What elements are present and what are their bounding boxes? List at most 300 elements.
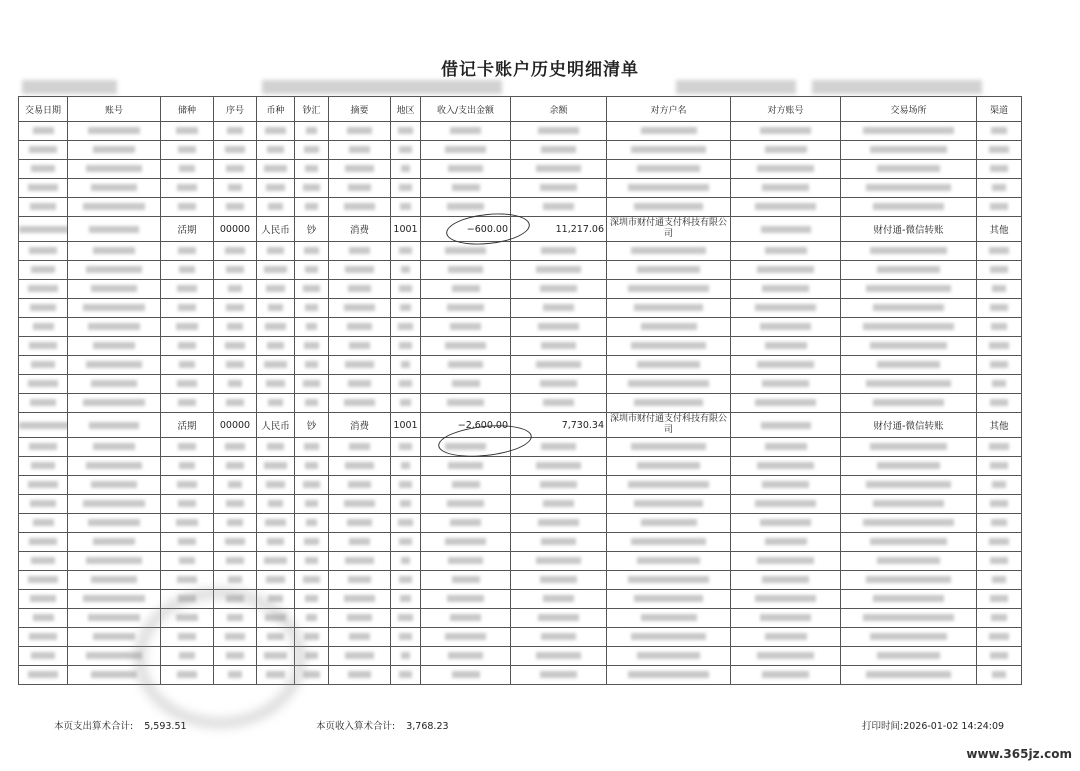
redacted-cell [257, 476, 295, 495]
redacted-cell [977, 571, 1022, 590]
redacted-cell [977, 299, 1022, 318]
redaction-bar [989, 146, 1009, 153]
redaction-bar [91, 380, 138, 387]
redaction-bar [873, 595, 943, 602]
redacted-cell [329, 533, 391, 552]
redaction-bar [400, 203, 411, 210]
redacted-cell [977, 356, 1022, 375]
redacted-cell [511, 628, 607, 647]
redacted-cell [295, 375, 329, 394]
redacted-cell [68, 337, 161, 356]
redacted-cell [391, 394, 421, 413]
redaction-bar [637, 361, 699, 368]
footer-expense-total [54, 718, 187, 732]
redaction-bar [634, 304, 703, 311]
redacted-cell [607, 666, 731, 685]
redacted-cell [421, 457, 511, 476]
redacted-cell [19, 198, 68, 217]
redacted-cell [329, 198, 391, 217]
redacted-cell [329, 571, 391, 590]
redaction-bar [28, 380, 59, 387]
redaction-bar [990, 500, 1009, 507]
redaction-bar [637, 557, 699, 564]
redaction-bar [452, 576, 480, 583]
redaction-bar [757, 557, 813, 564]
redaction-bar [349, 146, 370, 153]
redacted-cell [161, 514, 214, 533]
redacted-cell [161, 141, 214, 160]
redaction-bar [536, 266, 581, 273]
redacted-cell [257, 160, 295, 179]
redaction-bar [866, 184, 951, 191]
redacted-cell [511, 337, 607, 356]
redacted-cell [731, 337, 841, 356]
redacted-cell [257, 457, 295, 476]
redacted-table-row [19, 571, 1022, 590]
redacted-cell [841, 375, 977, 394]
redaction-bar [399, 443, 411, 450]
redacted-header-info [22, 80, 117, 94]
redacted-cell [841, 394, 977, 413]
redacted-cell [731, 242, 841, 261]
redacted-cell [841, 495, 977, 514]
redacted-cell [329, 590, 391, 609]
footer-print-time [862, 718, 1004, 732]
redacted-cell [421, 590, 511, 609]
redaction-bar [345, 165, 373, 172]
redaction-bar [29, 342, 57, 349]
redaction-bar [760, 127, 812, 134]
redaction-bar [225, 342, 245, 349]
redaction-bar [765, 146, 807, 153]
redacted-cell [295, 590, 329, 609]
redaction-bar [305, 266, 317, 273]
redacted-cell [214, 242, 257, 261]
redaction-bar [228, 184, 242, 191]
redacted-cell [607, 647, 731, 666]
redacted-cell [841, 628, 977, 647]
redacted-cell [68, 413, 161, 438]
redacted-cell [214, 533, 257, 552]
redacted-cell [214, 438, 257, 457]
redacted-cell [607, 552, 731, 571]
redaction-bar [226, 462, 243, 469]
redaction-bar [178, 247, 197, 254]
redacted-cell [421, 533, 511, 552]
redacted-cell [391, 141, 421, 160]
redacted-cell [607, 299, 731, 318]
redaction-bar [543, 203, 574, 210]
redaction-bar [399, 576, 412, 583]
redaction-bar [445, 247, 486, 254]
redaction-bar [264, 165, 286, 172]
redaction-bar [448, 462, 482, 469]
redacted-cell [841, 457, 977, 476]
redacted-cell [421, 337, 511, 356]
redacted-cell [977, 609, 1022, 628]
redaction-bar [349, 633, 370, 640]
redacted-cell [68, 571, 161, 590]
redacted-cell [841, 318, 977, 337]
redaction-bar [447, 595, 485, 602]
redaction-bar [89, 226, 139, 233]
redaction-bar [399, 481, 412, 488]
header-cell: 交易场所 [841, 97, 977, 122]
cell-钞汇: 钞 [295, 413, 329, 438]
redaction-bar [304, 443, 319, 450]
page-title: 借记卡账户历史明细清单 [441, 60, 639, 80]
table-header-row [19, 97, 1022, 122]
redaction-bar [538, 323, 579, 330]
redaction-bar [344, 399, 375, 406]
redaction-bar [265, 323, 286, 330]
redacted-cell [214, 375, 257, 394]
redacted-cell [731, 261, 841, 280]
redacted-cell [841, 242, 977, 261]
redaction-bar [225, 443, 245, 450]
redacted-cell [257, 280, 295, 299]
redaction-bar [990, 652, 1007, 659]
cell-储种: 活期 [161, 217, 214, 242]
redacted-cell [19, 141, 68, 160]
redacted-cell [19, 122, 68, 141]
redacted-cell [329, 438, 391, 457]
redaction-bar [990, 165, 1007, 172]
redacted-table-row [19, 394, 1022, 413]
redaction-bar [304, 146, 319, 153]
redacted-cell [511, 242, 607, 261]
redaction-bar [401, 165, 411, 172]
cell-venue: 财付通-微信转账 [841, 217, 977, 242]
redacted-cell [391, 356, 421, 375]
redaction-bar [83, 399, 144, 406]
redaction-bar [401, 462, 411, 469]
redaction-bar [755, 399, 816, 406]
redaction-bar [267, 443, 284, 450]
redacted-cell [977, 438, 1022, 457]
redacted-cell [68, 198, 161, 217]
redacted-cell [391, 438, 421, 457]
redacted-cell [68, 533, 161, 552]
redacted-cell [257, 337, 295, 356]
header-cell: 储种 [161, 97, 214, 122]
redaction-bar [177, 380, 198, 387]
redacted-cell [257, 242, 295, 261]
header-cell: 余额 [511, 97, 607, 122]
footer-income-value: 3,768.23 [406, 721, 449, 732]
redaction-bar [227, 323, 243, 330]
redaction-bar [306, 614, 317, 621]
cell-counterparty: 深圳市财付通支付科技有限公司 [607, 217, 731, 242]
redaction-bar [177, 481, 198, 488]
redacted-table-row [19, 261, 1022, 280]
redaction-bar [177, 184, 198, 191]
redaction-bar [266, 576, 285, 583]
redacted-cell [841, 590, 977, 609]
redaction-bar [762, 184, 809, 191]
redacted-cell [329, 141, 391, 160]
redacted-cell [19, 495, 68, 514]
redacted-cell [731, 457, 841, 476]
redacted-cell [257, 318, 295, 337]
redaction-bar [178, 146, 197, 153]
redaction-bar [28, 285, 59, 292]
cell-balance: 7,730.34 [511, 413, 607, 438]
redaction-bar [990, 399, 1009, 406]
redacted-cell [607, 375, 731, 394]
redacted-cell [391, 198, 421, 217]
redaction-bar [348, 380, 371, 387]
redaction-bar [989, 247, 1009, 254]
redaction-bar [31, 266, 54, 273]
redaction-bar [303, 380, 319, 387]
redacted-cell [295, 457, 329, 476]
redacted-cell [511, 280, 607, 299]
redaction-bar [447, 304, 485, 311]
redaction-bar [448, 361, 482, 368]
redacted-cell [257, 375, 295, 394]
redacted-cell [214, 476, 257, 495]
redacted-cell [841, 337, 977, 356]
redacted-cell [421, 356, 511, 375]
redacted-cell [841, 299, 977, 318]
redacted-cell [391, 647, 421, 666]
redaction-bar [344, 595, 375, 602]
redacted-cell [731, 571, 841, 590]
redacted-cell [607, 457, 731, 476]
redaction-bar [543, 595, 574, 602]
redaction-bar [29, 633, 57, 640]
redacted-cell [841, 533, 977, 552]
cell-序号: 00000 [214, 413, 257, 438]
redacted-cell [68, 122, 161, 141]
redacted-cell [257, 438, 295, 457]
redacted-cell [295, 552, 329, 571]
redaction-bar [306, 127, 317, 134]
redaction-bar [989, 342, 1009, 349]
redacted-cell [607, 122, 731, 141]
redaction-bar [178, 342, 197, 349]
redacted-cell [161, 571, 214, 590]
redaction-bar [86, 557, 142, 564]
redaction-bar [266, 481, 285, 488]
redacted-cell [977, 122, 1022, 141]
redacted-cell [977, 318, 1022, 337]
redaction-bar [992, 576, 1006, 583]
redaction-bar [306, 519, 317, 526]
redacted-cell [841, 514, 977, 533]
header-cell: 钞汇 [295, 97, 329, 122]
redaction-bar [992, 285, 1006, 292]
redaction-bar [452, 671, 480, 678]
redacted-cell [295, 141, 329, 160]
redacted-cell [421, 141, 511, 160]
redacted-table-row [19, 356, 1022, 375]
redacted-cell [607, 590, 731, 609]
redaction-bar [866, 671, 951, 678]
redaction-bar [91, 285, 138, 292]
redaction-bar [306, 323, 317, 330]
redaction-bar [757, 361, 813, 368]
redacted-cell [391, 318, 421, 337]
footer-expense-value: 5,593.51 [144, 721, 187, 732]
redacted-cell [257, 198, 295, 217]
redaction-bar [401, 557, 411, 564]
redacted-cell [214, 198, 257, 217]
redaction-bar [304, 538, 319, 545]
redaction-bar [634, 399, 703, 406]
redaction-bar [536, 165, 581, 172]
redaction-bar [91, 576, 138, 583]
redacted-cell [421, 280, 511, 299]
redaction-bar [399, 247, 411, 254]
redacted-cell [421, 647, 511, 666]
redaction-bar [266, 184, 285, 191]
redacted-cell [511, 647, 607, 666]
redaction-bar [305, 462, 317, 469]
redacted-cell [295, 261, 329, 280]
redaction-bar [631, 247, 706, 254]
redaction-bar [992, 671, 1006, 678]
redacted-cell [295, 394, 329, 413]
redaction-bar [305, 557, 317, 564]
redacted-cell [161, 552, 214, 571]
redaction-bar [305, 652, 317, 659]
redacted-cell [257, 261, 295, 280]
redacted-cell [19, 438, 68, 457]
redacted-cell [214, 318, 257, 337]
redaction-bar [445, 146, 486, 153]
redaction-bar [179, 557, 194, 564]
redaction-bar [179, 165, 194, 172]
redacted-cell [977, 552, 1022, 571]
redaction-bar [543, 399, 574, 406]
redaction-bar [448, 652, 482, 659]
redaction-bar [304, 342, 319, 349]
redaction-bar [88, 323, 140, 330]
redaction-bar [870, 146, 947, 153]
redacted-cell [731, 122, 841, 141]
redacted-cell [214, 122, 257, 141]
redaction-bar [349, 247, 370, 254]
redacted-cell [511, 590, 607, 609]
redaction-bar [28, 576, 59, 583]
redaction-bar [762, 671, 809, 678]
redacted-cell [511, 495, 607, 514]
cell-地区: 1001 [391, 413, 421, 438]
redaction-bar [541, 538, 575, 545]
redacted-cell [214, 160, 257, 179]
redacted-cell [511, 160, 607, 179]
site-watermark: www.365jz.com [966, 747, 1072, 761]
redacted-cell [68, 590, 161, 609]
redaction-bar [873, 500, 943, 507]
redacted-cell [607, 280, 731, 299]
redacted-cell [68, 299, 161, 318]
redacted-cell [19, 217, 68, 242]
redaction-bar [400, 595, 411, 602]
redaction-bar [398, 614, 412, 621]
header-cell: 账号 [68, 97, 161, 122]
redaction-bar [637, 462, 699, 469]
redaction-bar [873, 304, 943, 311]
redaction-bar [86, 462, 142, 469]
redaction-bar [452, 481, 480, 488]
redaction-bar [765, 633, 807, 640]
redaction-bar [266, 380, 285, 387]
redacted-cell [731, 413, 841, 438]
redacted-cell [214, 495, 257, 514]
cell-序号: 00000 [214, 217, 257, 242]
redaction-bar [228, 285, 242, 292]
redacted-cell [977, 375, 1022, 394]
redacted-cell [421, 476, 511, 495]
redacted-cell [257, 552, 295, 571]
redaction-bar [990, 557, 1007, 564]
redacted-cell [19, 552, 68, 571]
redaction-bar [628, 671, 710, 678]
redaction-bar [267, 538, 284, 545]
redacted-table-row [19, 552, 1022, 571]
redaction-bar [877, 266, 940, 273]
redacted-cell [295, 609, 329, 628]
redacted-cell [214, 337, 257, 356]
redacted-seal [135, 588, 305, 728]
redacted-cell [214, 552, 257, 571]
redacted-cell [161, 280, 214, 299]
redaction-bar [762, 481, 809, 488]
redaction-bar [992, 184, 1006, 191]
redaction-bar [28, 671, 59, 678]
redaction-bar [992, 380, 1006, 387]
redacted-cell [391, 552, 421, 571]
redacted-table-row [19, 160, 1022, 179]
redacted-cell [19, 571, 68, 590]
redacted-cell [607, 394, 731, 413]
redaction-bar [755, 203, 816, 210]
redaction-bar [399, 671, 412, 678]
redaction-bar [401, 266, 411, 273]
redaction-bar [400, 500, 411, 507]
redaction-bar [89, 422, 139, 429]
redaction-bar [349, 538, 370, 545]
redaction-bar [541, 146, 575, 153]
header-cell: 收入/支出金额 [421, 97, 511, 122]
redaction-bar [348, 576, 371, 583]
redacted-cell [329, 476, 391, 495]
footer-income-label: 本页收入算术合计: [316, 721, 396, 732]
redaction-bar [83, 500, 144, 507]
redaction-bar [348, 285, 371, 292]
redacted-cell [19, 666, 68, 685]
redacted-table-row [19, 476, 1022, 495]
redacted-cell [295, 571, 329, 590]
redacted-cell [295, 242, 329, 261]
redaction-bar [177, 576, 198, 583]
redacted-cell [68, 318, 161, 337]
redacted-cell [19, 242, 68, 261]
redacted-cell [841, 647, 977, 666]
redacted-cell [607, 160, 731, 179]
redacted-cell [19, 280, 68, 299]
redaction-bar [990, 304, 1009, 311]
redacted-cell [391, 160, 421, 179]
redacted-cell [511, 394, 607, 413]
cell-储种: 活期 [161, 413, 214, 438]
redaction-bar [757, 266, 813, 273]
redaction-bar [305, 165, 317, 172]
redacted-cell [841, 571, 977, 590]
